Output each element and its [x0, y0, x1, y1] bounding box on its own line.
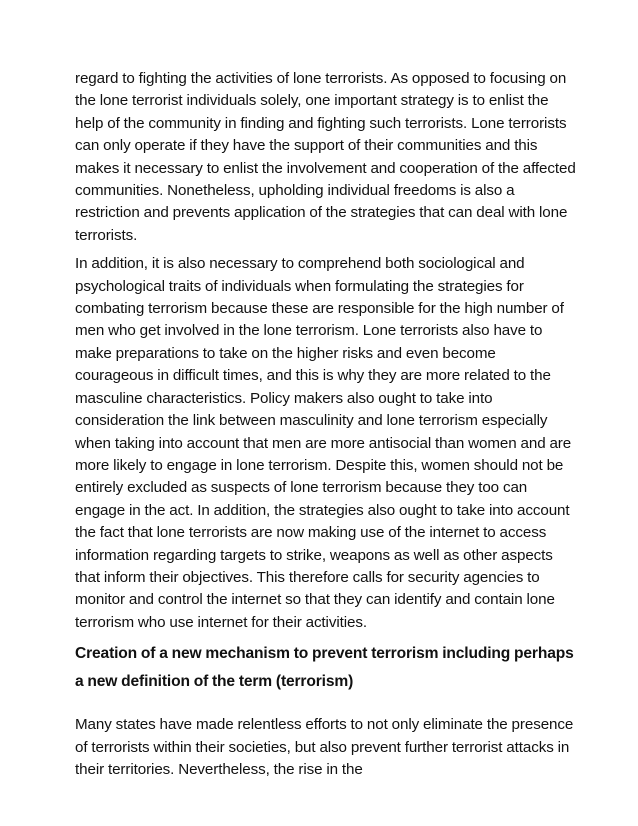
body-paragraph-community-strategy: regard to fighting the activities of lone terrorists. As opposed to focusing on the lone terrorist individuals solely, one important strategy is to enlist the help of the community in finding and fighting such terrorists. Lone terrorists can only operate if they have the support of their communities and this makes it necessary to enlist the involvement and cooperation of the affected communities. Nonetheless, upholding individual freedoms is also a restriction and prevents application of the strategies that can deal with lone terrorists.	[75, 70, 576, 244]
section-heading: Creation of a new mechanism to prevent terrorism including perhaps a new definition of the term (terrorism)	[75, 645, 574, 691]
body-paragraph-traits-and-internet: In addition, it is also necessary to comprehend both sociological and psychological traits of individuals when formulating the strategies for combating terrorism because these are responsible for the high number of men who get involved in the lone terrorism. Lone terrorists also have to make preparations to take on the higher risks and even become courageous in difficult times, and this is why they are more related to the masculine characteristics. Policy makers also ought to take into consideration the link between masculinity and lone terrorism especially when taking into account that men are more antisocial than women and are more likely to engage in lone terrorism. Despite this, women should not be entirely excluded as suspects of lone terrorism because they too can engage in the act. In addition, the strategies also ought to take into account the fact that lone terrorists are now making use of the internet to access information regarding targets to strike, weapons as well as other aspects that inform their objectives. This therefore calls for security agencies to monitor and control the internet so that they can identify and contain lone terrorism who use internet for their activities.	[75, 255, 572, 631]
body-paragraph-states-efforts: Many states have made relentless efforts to not only eliminate the presence of terrorists within their societies, but also prevent further terrorist attacks in their territories. Nevertheless, the rise in the	[75, 716, 574, 778]
